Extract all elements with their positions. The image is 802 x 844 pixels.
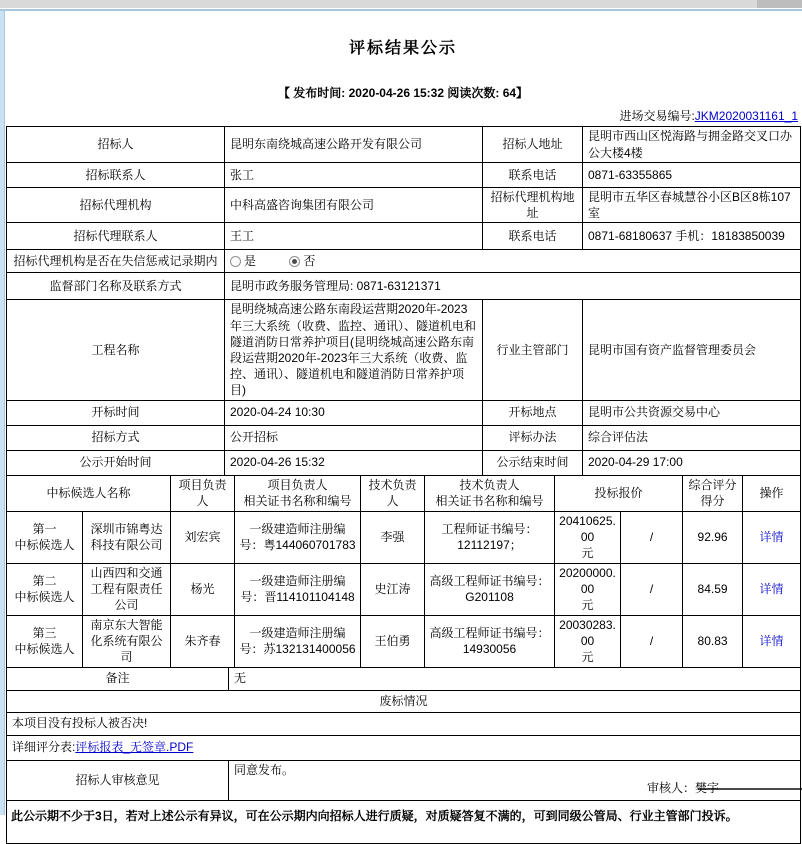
field-value: 2020-04-29 17:00 bbox=[583, 450, 801, 475]
rank-line: 第二 bbox=[32, 573, 57, 588]
field-label: 开标时间 bbox=[7, 400, 225, 425]
candidate-score: 80.83 bbox=[683, 615, 743, 667]
candidate-tech: 史江涛 bbox=[361, 563, 425, 615]
col-header-pm: 项目负责人 bbox=[171, 475, 235, 511]
detail-score-row bbox=[7, 735, 801, 760]
trade-number-label: 进场交易编号: bbox=[619, 109, 695, 123]
field-value: 王工 bbox=[225, 223, 483, 250]
candidate-company: 山西四和交通工程有限责任公司 bbox=[83, 563, 171, 615]
supervisor-row bbox=[7, 273, 801, 300]
candidate-tech-cert: 工程师证书编号：12112197； bbox=[425, 511, 555, 563]
review-row bbox=[7, 760, 801, 800]
field-value: 昆明市公共资源交易中心 bbox=[583, 400, 801, 425]
remark-row bbox=[7, 667, 801, 690]
candidate-price bbox=[555, 615, 621, 667]
candidate-pm-cert: 一级建造师注册编号：苏132131400056 bbox=[235, 615, 361, 667]
candidate-slash: / bbox=[621, 615, 683, 667]
field-label: 招标人 bbox=[7, 127, 225, 163]
candidate-tech: 李强 bbox=[361, 511, 425, 563]
candidate-pm: 朱齐春 bbox=[171, 615, 235, 667]
candidate-price bbox=[555, 511, 621, 563]
col-header-action: 操作 bbox=[743, 475, 801, 511]
col-header-price: 投标报价 bbox=[555, 475, 683, 511]
candidate-tech: 王伯勇 bbox=[361, 615, 425, 667]
field-label: 评标办法 bbox=[483, 425, 583, 450]
field-label: 招标人地址 bbox=[483, 127, 583, 163]
candidate-detail-cell bbox=[743, 563, 801, 615]
field-label: 备注 bbox=[7, 667, 229, 690]
candidates-table bbox=[6, 475, 801, 668]
candidate-pm-cert: 一级建造师注册编号：晋114101104148 bbox=[235, 563, 361, 615]
field-label: 招标代理机构地址 bbox=[483, 188, 583, 223]
table-row bbox=[7, 127, 801, 163]
candidate-pm: 杨光 bbox=[171, 563, 235, 615]
field-value: 无 bbox=[229, 667, 801, 690]
col-header-line: 相关证书名称和编号 bbox=[243, 494, 352, 508]
detail-link[interactable]: 详情 bbox=[759, 581, 784, 596]
col-header-line: 技术负责人 bbox=[459, 477, 520, 492]
field-value: 昆明市西山区悦海路与拥金路交叉口办公大楼4楼 bbox=[583, 127, 801, 163]
field-label: 公示结束时间 bbox=[483, 450, 583, 475]
col-header-line: 相关证书名称和编号 bbox=[435, 494, 544, 508]
table-row bbox=[7, 450, 801, 475]
rank-line: 第一 bbox=[32, 521, 57, 536]
candidate-slash: / bbox=[621, 563, 683, 615]
detail-score-label: 详细评分表: bbox=[12, 740, 76, 755]
trade-number-line bbox=[6, 107, 800, 124]
field-label: 行业主管部门 bbox=[483, 300, 583, 400]
review-opinion-cell bbox=[229, 760, 801, 800]
field-value: 昆明市五华区春城慧谷小区B区8栋107室 bbox=[583, 188, 801, 223]
candidate-company: 南京东大智能化系统有限公司 bbox=[83, 615, 171, 667]
candidate-tech-cert: 高级工程师证书编号：14930056 bbox=[425, 615, 555, 667]
credit-radio-group bbox=[225, 250, 801, 273]
field-value: 公开招标 bbox=[225, 425, 483, 450]
radio-yes[interactable] bbox=[230, 256, 241, 267]
candidate-pm-cert: 一级建造师注册编号：粤144060701783 bbox=[235, 511, 361, 563]
project-name-value: 昆明绕城高速公路东南段运营期2020年-2023年三大系统（收费、监控、通讯）、隧道机电和隧道消防日常养护项目(昆明绕城高速公路东南段运营期2020年-2023年三大系统（收费、监控、通讯）、隧道机电和隧道消防日常养护项目) bbox=[225, 300, 483, 400]
col-header-line: 项目负责人 bbox=[267, 477, 328, 492]
candidate-slash: / bbox=[621, 511, 683, 563]
candidate-tech-cert: 高级工程师证书编号：G201108 bbox=[425, 563, 555, 615]
col-header-line: 得分 bbox=[700, 494, 725, 508]
page-title: 评标结果公示 bbox=[348, 40, 457, 57]
left-edge-strip bbox=[0, 11, 5, 815]
field-label: 联系电话 bbox=[483, 223, 583, 250]
project-name-row bbox=[7, 300, 801, 400]
candidate-pm: 刘宏宾 bbox=[171, 511, 235, 563]
reviewer-name: 审核人：樊宇 bbox=[646, 780, 719, 795]
candidates-header-row bbox=[7, 475, 801, 511]
field-label: 招标代理机构是否在失信惩戒记录期内 bbox=[7, 250, 225, 273]
no-reject-row bbox=[7, 712, 801, 735]
announcement-page bbox=[6, 11, 800, 844]
section-title: 废标情况 bbox=[7, 690, 801, 712]
field-value: 2020-04-24 10:30 bbox=[225, 400, 483, 425]
field-value: 综合评估法 bbox=[583, 425, 801, 450]
col-header-pm-cert bbox=[235, 475, 361, 511]
candidate-rank bbox=[7, 615, 83, 667]
table-row bbox=[7, 163, 801, 188]
col-header-candidate-name: 中标候选人名称 bbox=[7, 475, 171, 511]
field-label: 招标联系人 bbox=[7, 163, 225, 188]
candidate-detail-cell bbox=[743, 511, 801, 563]
candidate-row-1 bbox=[7, 511, 801, 563]
field-value: 昆明市国有资产监督管理委员会 bbox=[583, 300, 801, 400]
field-label: 联系电话 bbox=[483, 163, 583, 188]
field-label: 招标代理机构 bbox=[7, 188, 225, 223]
field-value: 中科高盛咨询集团有限公司 bbox=[225, 188, 483, 223]
top-chrome-bar bbox=[0, 0, 802, 8]
table-row bbox=[7, 400, 801, 425]
field-value: 昆明东南绕城高速公路开发有限公司 bbox=[225, 127, 483, 163]
credit-record-row bbox=[7, 250, 801, 273]
rank-line: 中标候选人 bbox=[14, 642, 75, 656]
candidate-price bbox=[555, 563, 621, 615]
field-value: 张工 bbox=[225, 163, 483, 188]
price-unit: 元 bbox=[581, 650, 594, 665]
scrollbar-thumb[interactable] bbox=[757, 0, 802, 8]
price-amount: 20030283.00 bbox=[559, 617, 616, 648]
table-row bbox=[7, 188, 801, 223]
candidate-rank bbox=[7, 511, 83, 563]
field-label: 招标方式 bbox=[7, 425, 225, 450]
candidate-row-2 bbox=[7, 563, 801, 615]
no-reject-text: 本项目没有投标人被否决! bbox=[7, 712, 801, 735]
radio-yes-label: 是 bbox=[244, 254, 257, 269]
detail-score-cell bbox=[7, 735, 801, 760]
cancelled-bids-title-row bbox=[7, 690, 801, 712]
field-value: 0871-68180637 手机：18183850039 bbox=[583, 223, 801, 250]
table-row bbox=[7, 223, 801, 250]
field-value: 昆明市政务服务管理局: 0871-63121371 bbox=[225, 273, 801, 300]
rank-line: 第三 bbox=[32, 625, 57, 640]
bottom-table bbox=[6, 667, 801, 844]
publish-info: 【 发布时间: 2020-04-26 15:32 阅读次数: 64】 bbox=[277, 86, 529, 100]
field-label: 监督部门名称及联系方式 bbox=[7, 273, 225, 300]
radio-no[interactable] bbox=[289, 256, 300, 267]
field-label: 开标地点 bbox=[483, 400, 583, 425]
field-label: 工程名称 bbox=[7, 300, 225, 400]
detail-link[interactable]: 详情 bbox=[759, 633, 784, 648]
col-header-score bbox=[683, 475, 743, 511]
candidate-score: 84.59 bbox=[683, 563, 743, 615]
footer-note-row bbox=[7, 800, 801, 843]
price-unit: 元 bbox=[581, 546, 594, 561]
candidate-rank bbox=[7, 563, 83, 615]
project-info-table bbox=[6, 126, 801, 476]
candidate-detail-cell bbox=[743, 615, 801, 667]
trade-number-link[interactable]: JKM2020031161_1 bbox=[694, 109, 798, 123]
detail-link[interactable]: 详情 bbox=[759, 529, 784, 544]
rank-line: 中标候选人 bbox=[14, 538, 75, 552]
candidate-score: 92.96 bbox=[683, 511, 743, 563]
field-label: 招标代理联系人 bbox=[7, 223, 225, 250]
candidate-row-3 bbox=[7, 615, 801, 667]
candidate-company: 深圳市锦粤达科技有限公司 bbox=[83, 511, 171, 563]
footer-note-text: 此公示期不少于3日，若对上述公示有异议，可在公示期内向招标人进行质疑，对质疑答复不满的，可到同级公管局、行业主管部门投诉。 bbox=[7, 800, 801, 843]
rank-line: 中标候选人 bbox=[14, 590, 75, 604]
review-opinion-text: 同意发布。 bbox=[234, 762, 295, 777]
field-value: 2020-04-26 15:32 bbox=[225, 450, 483, 475]
price-amount: 20410625.00 bbox=[559, 513, 616, 544]
score-report-pdf-link[interactable]: 评标报表_无签章.PDF bbox=[75, 740, 194, 755]
field-value: 0871-63355865 bbox=[583, 163, 801, 188]
price-unit: 元 bbox=[581, 598, 594, 613]
price-amount: 20200000.00 bbox=[559, 565, 616, 596]
col-header-tech-cert bbox=[425, 475, 555, 511]
col-header-tech: 技术负责人 bbox=[361, 475, 425, 511]
field-label: 公示开始时间 bbox=[7, 450, 225, 475]
field-label: 招标人审核意见 bbox=[7, 760, 229, 800]
radio-no-label: 否 bbox=[303, 254, 316, 269]
col-header-line: 综合评分 bbox=[688, 477, 737, 492]
table-row bbox=[7, 425, 801, 450]
